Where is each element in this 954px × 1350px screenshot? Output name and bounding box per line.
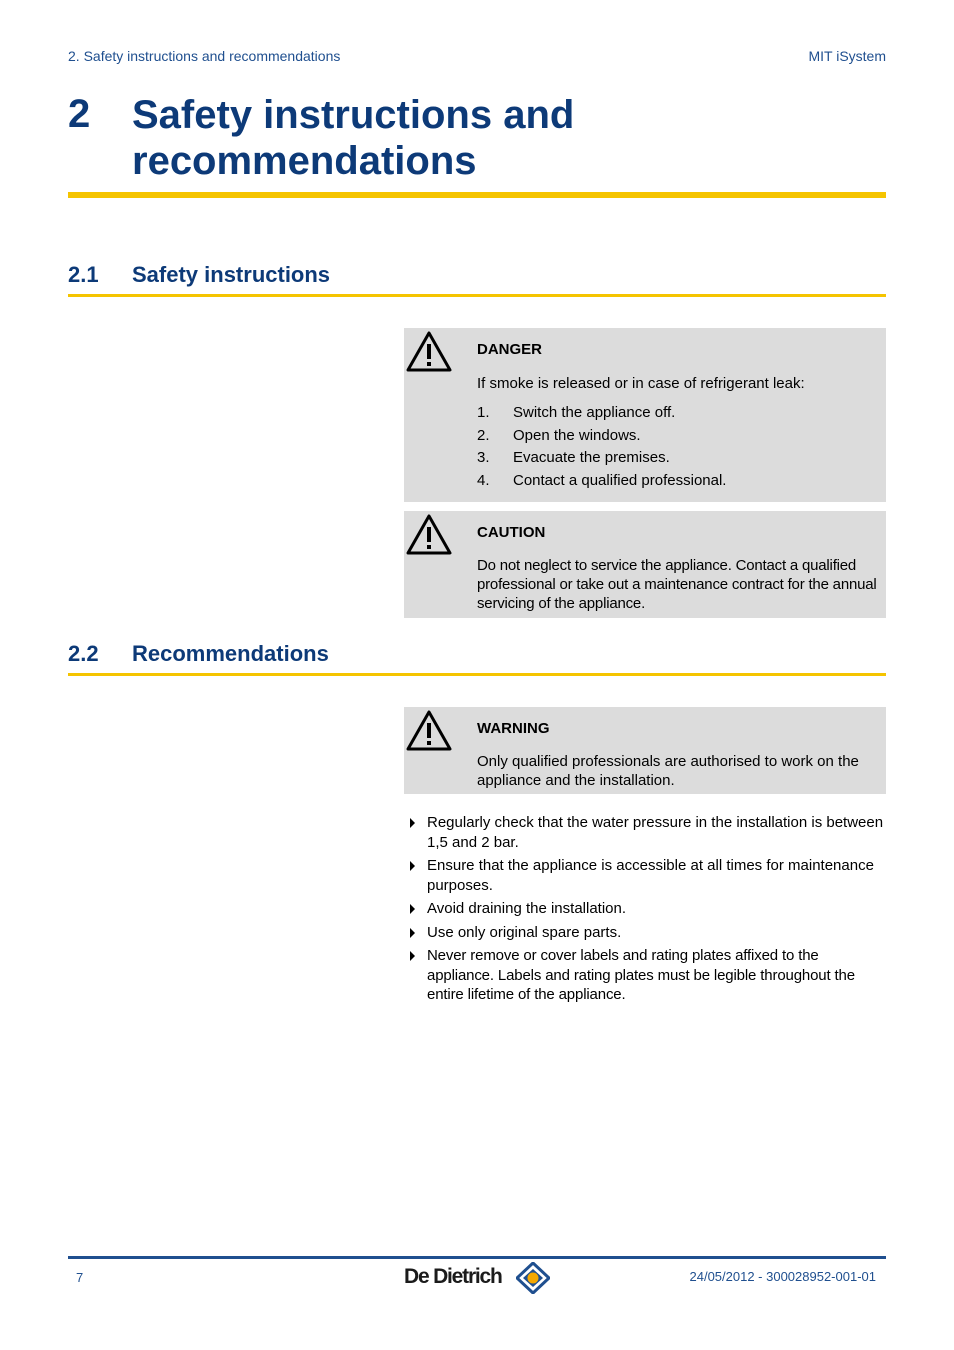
danger-steps-list	[477, 403, 885, 493]
de-dietrich-diamond-logo	[516, 1262, 550, 1294]
step-text: Evacuate the premises.	[513, 449, 670, 466]
bullet-text: Never remove or cover labels and rating plates affixed to the appliance. Labels and rating plates must be legible throughout the entire lifetime of the appliance.	[427, 947, 855, 1003]
section-rule	[68, 294, 886, 297]
chapter-number: 2	[68, 92, 91, 136]
chapter-title: Safety instructions and recommendations	[132, 93, 575, 183]
bullet-text: Avoid draining the installation.	[427, 900, 627, 917]
notice-intro: If smoke is released or in case of refrigerant leak:	[477, 375, 805, 392]
list-item	[477, 426, 885, 449]
notice-heading: CAUTION	[477, 524, 546, 541]
section-number: 2.2	[68, 641, 99, 666]
triangle-bullet-icon	[410, 904, 415, 914]
warning-triangle-icon	[406, 513, 452, 555]
recommendations-list	[404, 813, 886, 1009]
section-rule	[68, 673, 886, 676]
list-item	[404, 813, 886, 852]
step-number: 3.	[477, 449, 490, 466]
list-item	[404, 856, 886, 895]
section-number: 2.1	[68, 262, 99, 287]
step-number: 4.	[477, 471, 490, 489]
running-header-product: MIT iSystem	[808, 48, 886, 64]
list-item	[477, 448, 885, 471]
document-reference: 24/05/2012 - 300028952-001-01	[689, 1269, 876, 1284]
list-item	[477, 471, 885, 494]
step-number: 2.	[477, 426, 490, 444]
list-item	[404, 899, 886, 919]
list-item	[404, 946, 886, 1005]
section-title: Safety instructions	[132, 262, 331, 287]
page-number: 7	[76, 1270, 84, 1285]
notice-text: Only qualified professionals are authorised to work on the appliance and the installation.	[477, 753, 859, 789]
list-item	[477, 403, 885, 426]
caution-notice	[404, 511, 886, 618]
triangle-bullet-icon	[410, 818, 415, 828]
bullet-text: Ensure that the appliance is accessible at all times for maintenance purposes.	[427, 857, 874, 894]
step-text: Contact a qualified professional.	[513, 471, 727, 489]
warning-triangle-icon	[406, 330, 452, 372]
step-text: Switch the appliance off.	[513, 404, 676, 421]
triangle-bullet-icon	[410, 928, 415, 938]
notice-text: Do not neglect to service the appliance. Contact a qualified professional or take out a maintenance contract for the annual servicing of the appliance.	[477, 557, 877, 612]
footer-rule	[68, 1256, 886, 1259]
brand-logo	[404, 1262, 554, 1294]
bullet-text: Use only original spare parts.	[427, 923, 622, 941]
brand-name: De Dietrich	[404, 1265, 502, 1288]
section-title: Recommendations	[132, 641, 329, 666]
list-item	[404, 923, 886, 943]
triangle-bullet-icon	[410, 861, 415, 871]
step-text: Open the windows.	[513, 426, 641, 444]
running-header-title: 2. Safety instructions and recommendations	[68, 48, 341, 64]
warning-notice	[404, 707, 886, 794]
notice-heading: DANGER	[477, 341, 543, 358]
danger-notice	[404, 328, 886, 502]
triangle-bullet-icon	[410, 951, 415, 961]
notice-heading: WARNING	[477, 720, 550, 737]
bullet-text: Regularly check that the water pressure in the installation is between 1,5 and 2 bar.	[427, 814, 884, 851]
step-number: 1.	[477, 404, 490, 421]
chapter-title-rule	[68, 192, 886, 198]
warning-triangle-icon	[406, 709, 452, 751]
